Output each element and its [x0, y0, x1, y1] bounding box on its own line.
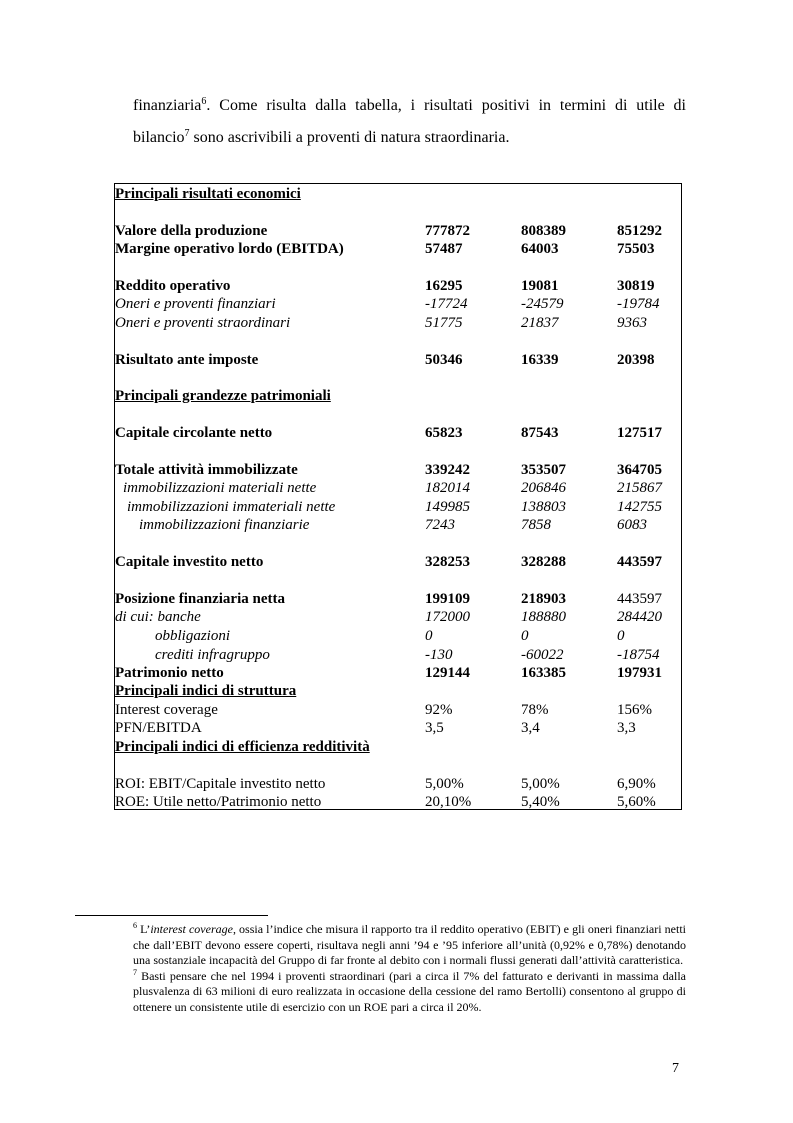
- intro-line-2: [133, 122, 686, 154]
- row-value-3: 9363: [617, 315, 647, 331]
- footnote-emphasis: interest coverage: [150, 922, 233, 936]
- row-label: Valore della produzione: [115, 223, 268, 239]
- row-value-1: 3,5: [425, 720, 444, 736]
- row-value-2: 808389: [521, 223, 566, 239]
- row-value-3: 75503: [617, 241, 655, 257]
- footnote-7: [133, 969, 686, 1016]
- row-value-1: 199109: [425, 591, 470, 607]
- table-row: [115, 516, 681, 534]
- table-row: [115, 701, 681, 719]
- row-value-3: 5,60%: [617, 794, 656, 810]
- row-value-2: 188880: [521, 609, 566, 625]
- row-label: immobilizzazioni finanziarie: [139, 517, 310, 533]
- row-label: Capitale circolante netto: [115, 425, 273, 441]
- row-label: Totale attività immobilizzate: [115, 462, 298, 478]
- row-label: Interest coverage: [115, 702, 218, 718]
- table-row: [115, 295, 681, 313]
- table-row: [115, 664, 681, 682]
- table-row: [115, 240, 681, 258]
- section-heading-assets: [115, 387, 681, 405]
- row-value-3: 30819: [617, 278, 655, 294]
- row-value-3: 0: [617, 628, 625, 644]
- footnotes: [133, 922, 686, 1015]
- table-row: [115, 793, 681, 811]
- row-value-2: 21837: [521, 315, 559, 331]
- row-value-2: 64003: [521, 241, 559, 257]
- footnote-separator: [75, 915, 268, 916]
- row-value-1: 149985: [425, 499, 470, 515]
- row-value-1: 51775: [425, 315, 463, 331]
- row-label: ROE: Utile netto/Patrimonio netto: [115, 794, 322, 810]
- row-value-3: 284420: [617, 609, 662, 625]
- row-value-1: -130: [425, 647, 453, 663]
- section-heading-efficiency: [115, 738, 681, 756]
- intro-text: . Come risulta dalla tabella, i risultati positivi in termini di utile di: [206, 97, 686, 114]
- row-value-2: -60022: [521, 647, 564, 663]
- table-row: [115, 646, 681, 664]
- row-label: PFN/EBITDA: [115, 720, 202, 736]
- row-value-1: 172000: [425, 609, 470, 625]
- row-value-2: 138803: [521, 499, 566, 515]
- footnote-text: L’: [137, 922, 151, 936]
- table-row: [115, 424, 681, 442]
- row-value-2: -24579: [521, 296, 564, 312]
- row-value-2: 328288: [521, 554, 566, 570]
- intro-text: sono ascrivibili a proventi di natura straordinaria.: [189, 129, 510, 146]
- row-value-3: 6,90%: [617, 776, 656, 792]
- row-value-3: 364705: [617, 462, 662, 478]
- row-value-2: 163385: [521, 665, 566, 681]
- footnote-6: [133, 922, 686, 969]
- row-value-1: 7243: [425, 517, 455, 533]
- row-label: Principali indici di struttura: [115, 683, 297, 699]
- row-value-1: 50346: [425, 352, 463, 368]
- table-row: [115, 314, 681, 332]
- row-value-2: 7858: [521, 517, 551, 533]
- row-value-3: 443597: [617, 591, 662, 607]
- row-value-3: 20398: [617, 352, 655, 368]
- row-label: Oneri e proventi finanziari: [115, 296, 276, 312]
- row-label: ROI: EBIT/Capitale investito netto: [115, 776, 326, 792]
- row-value-2: 3,4: [521, 720, 540, 736]
- row-value-2: 16339: [521, 352, 559, 368]
- row-value-1: 0: [425, 628, 433, 644]
- row-label: di cui: banche: [115, 609, 201, 625]
- row-value-1: 5,00%: [425, 776, 464, 792]
- row-value-2: 78%: [521, 702, 549, 718]
- row-label: obbligazioni: [155, 628, 231, 644]
- row-label: Risultato ante imposte: [115, 352, 259, 368]
- row-value-1: 92%: [425, 702, 453, 718]
- row-value-3: 197931: [617, 665, 662, 681]
- row-label: Principali grandezze patrimoniali: [115, 388, 331, 404]
- row-value-2: 19081: [521, 278, 559, 294]
- row-value-3: 6083: [617, 517, 647, 533]
- footnote-number: 6: [133, 921, 137, 930]
- row-value-1: 339242: [425, 462, 470, 478]
- row-value-1: -17724: [425, 296, 468, 312]
- table-row: [115, 590, 681, 608]
- row-label: Principali risultati economici: [115, 186, 301, 202]
- row-value-2: 206846: [521, 480, 566, 496]
- table-row: [115, 222, 681, 240]
- row-label: Oneri e proventi straordinari: [115, 315, 291, 331]
- table-row: [115, 627, 681, 645]
- footnote-text: , ossia l’indice che misura il rapporto tra il reddito operativo (EBIT) e gli oneri finanziari netti che dall’EBIT devono essere coperti, risultava negli anni ’94 e ’95 inferiore all’unità (0,92% e 0,78%) denotando una sostanziale incapacità del Gruppo di far fronte al debito con i normali flussi generati dall’attività caratteristica.: [133, 922, 686, 967]
- row-value-2: 5,00%: [521, 776, 560, 792]
- row-value-3: 156%: [617, 702, 652, 718]
- row-value-3: -18754: [617, 647, 660, 663]
- row-value-3: 215867: [617, 480, 662, 496]
- row-value-1: 57487: [425, 241, 463, 257]
- financial-results-table: [114, 183, 682, 810]
- section-heading-economic: [115, 185, 681, 203]
- row-value-1: 328253: [425, 554, 470, 570]
- row-value-1: 129144: [425, 665, 470, 681]
- section-heading-structure: [115, 682, 681, 700]
- row-value-2: 87543: [521, 425, 559, 441]
- row-value-1: 65823: [425, 425, 463, 441]
- row-label: Principali indici di efficienza redditività: [115, 739, 370, 755]
- row-label: Capitale investito netto: [115, 554, 264, 570]
- footnote-ref-6[interactable]: 6: [201, 96, 207, 107]
- row-value-1: 777872: [425, 223, 470, 239]
- row-value-3: 142755: [617, 499, 662, 515]
- row-value-2: 0: [521, 628, 529, 644]
- table-row: [115, 351, 681, 369]
- row-value-1: 16295: [425, 278, 463, 294]
- table-row: [115, 775, 681, 793]
- footnote-ref-7[interactable]: 7: [184, 128, 190, 139]
- row-value-2: 353507: [521, 462, 566, 478]
- table-row: [115, 553, 681, 571]
- intro-line-1: [133, 90, 686, 122]
- row-label: Posizione finanziaria netta: [115, 591, 285, 607]
- row-label: immobilizzazioni materiali nette: [123, 480, 317, 496]
- row-label: Reddito operativo: [115, 278, 231, 294]
- row-value-3: 851292: [617, 223, 662, 239]
- row-value-2: 218903: [521, 591, 566, 607]
- table-row: [115, 479, 681, 497]
- table-row: [115, 461, 681, 479]
- row-value-1: 20,10%: [425, 794, 472, 810]
- row-label: crediti infragruppo: [155, 647, 270, 663]
- row-value-3: 3,3: [617, 720, 636, 736]
- row-value-3: 443597: [617, 554, 662, 570]
- row-label: Margine operativo lordo (EBITDA): [115, 241, 344, 257]
- footnote-number: 7: [133, 967, 137, 977]
- intro-text: bilancio: [133, 129, 185, 146]
- intro-text: finanziaria: [133, 97, 202, 114]
- table-row: [115, 608, 681, 626]
- table-row: [115, 719, 681, 737]
- row-value-1: 182014: [425, 480, 470, 496]
- row-label: Patrimonio netto: [115, 665, 224, 681]
- row-value-3: 127517: [617, 425, 662, 441]
- row-value-2: 5,40%: [521, 794, 560, 810]
- page-number: 7: [672, 1061, 679, 1076]
- table-row: [115, 277, 681, 295]
- row-label: immobilizzazioni immateriali nette: [127, 499, 336, 515]
- table-row: [115, 498, 681, 516]
- row-value-3: -19784: [617, 296, 660, 312]
- intro-paragraph: [133, 90, 686, 154]
- footnote-text: Basti pensare che nel 1994 i proventi straordinari (pari a circa il 7% del fatturato e derivanti in massima dalla plusvalenza di 63 milioni di euro realizzata in occasione della cessione del ramo Bertolli) consentono al gruppo di ottenere un consistente utile di esercizio con un ROE pari a circa il 20%.: [133, 968, 686, 1014]
